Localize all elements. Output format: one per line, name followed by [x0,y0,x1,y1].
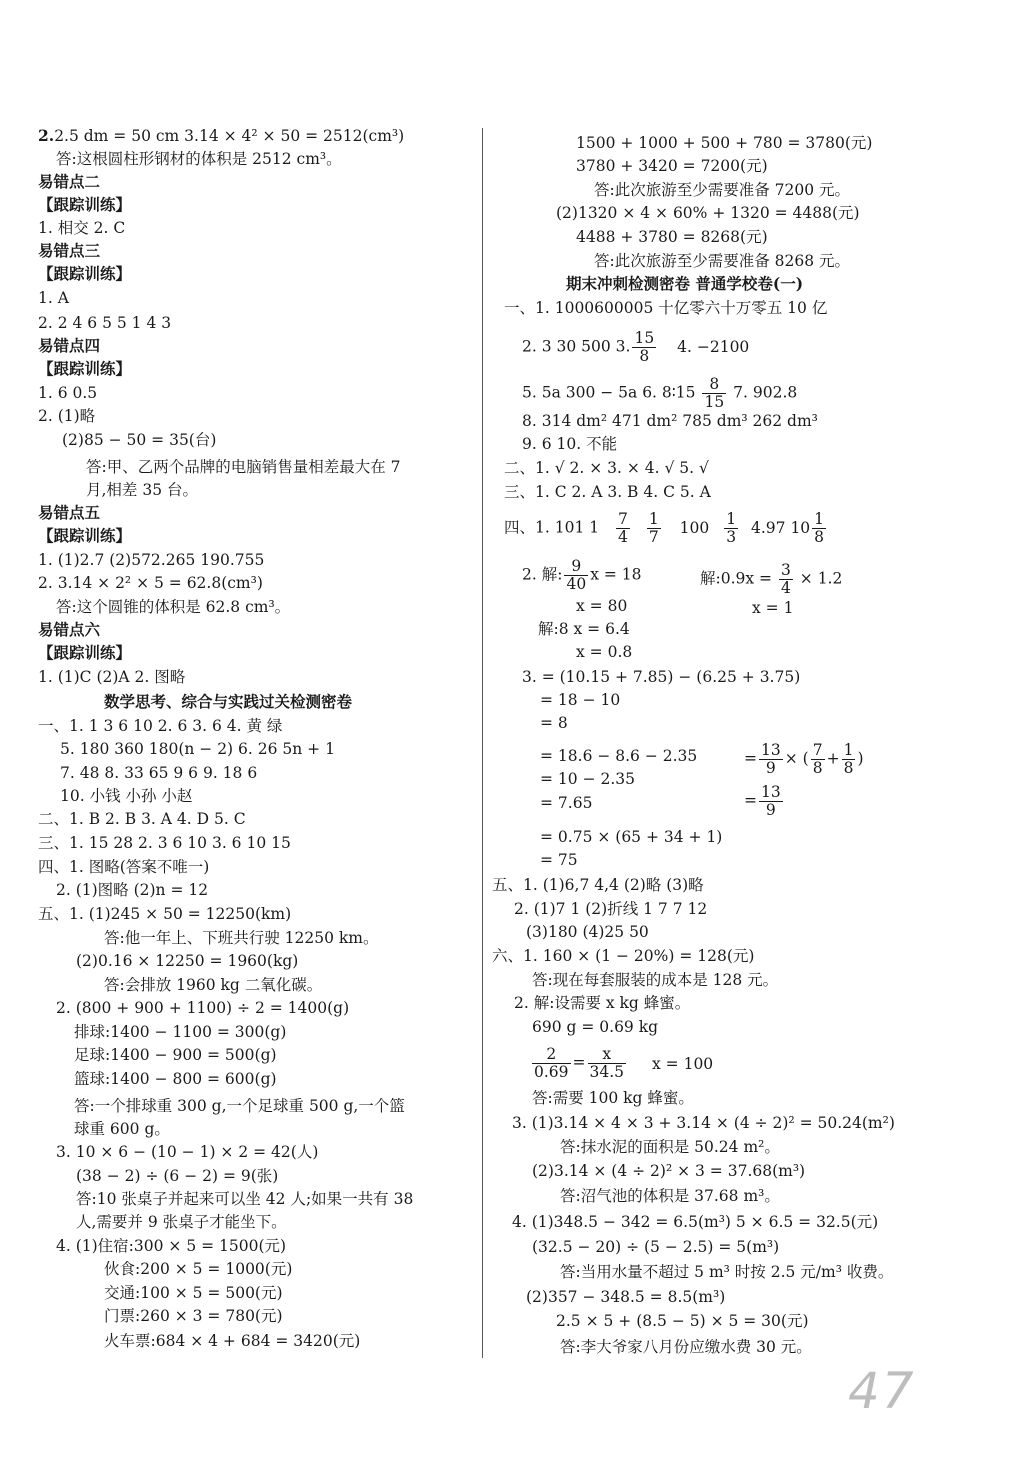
answer-line: 答:需要 100 kg 蜂蜜。 [532,1089,694,1107]
section-subheading: 【跟踪训练】 [38,643,132,662]
answer-line: 5. 180 360 180(n − 2) 6. 26 5n + 1 [60,740,335,758]
answer-line: 9. 6 10. 不能 [522,435,618,453]
section-heading: 易错点六 [38,620,101,639]
denominator: 0.69 [534,1063,569,1081]
text: x = 18 [590,565,642,584]
answer-line: 四、1. 图略(答案不唯一) [38,858,210,876]
answer-line: 一、1. 1 3 6 10 2. 6 3. 6 4. 黄 绿 [38,717,283,735]
denominator: 4 [780,579,791,597]
text: 100 [679,518,710,537]
text: ) [857,749,864,768]
fraction [812,511,826,546]
answer-line: 六、1. 160 × (1 − 20%) = 128(元) [492,947,755,965]
section-subheading: 【跟踪训练】 [38,526,132,545]
denominator: 40 [566,575,587,593]
fraction [616,511,630,546]
text: × 1.2 [799,569,843,588]
text: = [744,749,757,768]
answer-line: 答:李大爷家八月份应缴水费 30 元。 [560,1338,812,1356]
answer-line: 排球:1400 − 1100 = 300(g) [74,1023,287,1041]
section-subheading: 【跟踪训练】 [38,359,132,378]
answer-line: 答:10 张桌子并起来可以坐 42 人;如果一共有 38 [76,1190,414,1208]
numerator: 8 [702,376,726,394]
answer-line: 足球:1400 − 900 = 500(g) [74,1046,277,1064]
numerator: 2 [532,1046,571,1064]
text: 2. 3 30 500 3. [522,337,631,356]
text: = [744,791,757,810]
answer-line: 8. 314 dm² 471 dm² 785 dm³ 262 dm³ [522,412,818,430]
answer-line [522,376,797,411]
numerator: 1 [814,510,825,528]
answer-line [700,562,842,597]
answer-line: = 0.75 × (65 + 34 + 1) [540,828,723,846]
denominator: 34.5 [589,1063,625,1081]
answer-line: 2.5 × 5 + (8.5 − 5) × 5 = 30(元) [556,1312,809,1330]
answer-line [744,742,864,777]
answer-line [504,511,828,546]
answer-line: 五、1. (1)245 × 50 = 12250(km) [38,905,292,923]
answer-line: x = 80 [576,597,628,615]
denominator: 9 [765,801,776,819]
answer-line: 月,相差 35 台。 [86,481,199,499]
answer-line: (2)0.16 × 12250 = 1960(kg) [76,952,299,970]
answer-line: 10. 小钱 小孙 小赵 [60,787,193,805]
answer-line [522,330,749,365]
text: 4. −2100 [677,337,750,356]
answer-line [744,784,785,819]
answer-line: 3. = (10.15 + 7.85) − (6.25 + 3.75) [522,668,801,686]
fraction [842,742,856,777]
answer-line: 火车票:684 × 4 + 684 = 3420(元) [104,1332,361,1350]
numerator: 15 [634,329,655,347]
answer-line: (3)180 (4)25 50 [526,923,649,941]
answer-line: 答:当用水量不超过 5 m³ 时按 2.5 元/m³ 收费。 [560,1263,894,1281]
text: + [826,749,840,768]
answer-line: 1. (1)2.7 (2)572.265 190.755 [38,551,265,569]
text: 4.97 10 [751,518,811,537]
denominator: 8 [814,528,825,546]
answer-line: x = 100 [652,1055,714,1073]
denominator: 15 [704,393,725,411]
fraction [702,376,726,411]
section-heading: 易错点三 [38,241,101,260]
answer-line: 三、1. 15 28 2. 3 6 10 3. 6 10 15 [38,834,291,852]
answer-line: 答:沼气池的体积是 37.68 m³。 [560,1187,780,1205]
denominator: 9 [765,759,776,777]
answer-line: 伙食:200 × 5 = 1000(元) [104,1260,293,1278]
answer-line: 答:一个排球重 300 g,一个足球重 500 g,一个篮 [74,1097,405,1115]
answer-line: 3780 + 3420 = 7200(元) [576,157,768,175]
answer-line: x = 0.8 [576,643,633,661]
numerator: 13 [761,783,781,801]
answer-line: 一、1. 1000600005 十亿零六十万零五 10 亿 [504,299,828,317]
answer-line: 二、1. B 2. B 3. A 4. D 5. C [38,810,246,828]
answer-line: = 75 [540,851,578,869]
answer-line: 答:他一年上、下班共行驶 12250 km。 [104,929,379,947]
answer-line: 2. 2 4 6 5 5 1 4 3 [38,314,172,332]
text: 2.5 dm = 50 cm 3.14 × 4² × 50 = 2512(cm³) [54,127,405,145]
denominator: 8 [639,347,650,365]
answer-line: 7. 48 8. 33 65 9 6 9. 18 6 [60,764,258,782]
answer-line: 1. 6 0.5 [38,384,98,402]
answer-line [522,558,642,593]
numerator: 1 [648,510,659,528]
numerator: x [588,1046,627,1064]
answer-line: = 18.6 − 8.6 − 2.35 [540,747,698,765]
numerator: 3 [780,561,791,579]
numerator: 9 [564,558,588,576]
answer-line: 答:此次旅游至少需要准备 7200 元。 [594,181,851,199]
answer-line: 答:此次旅游至少需要准备 8268 元。 [594,252,851,270]
text: 解:0.9x = [700,569,773,588]
denominator: 4 [618,528,628,546]
numerator: 1 [843,741,854,759]
answer-line: (38 − 2) ÷ (6 − 2) = 9(张) [76,1167,279,1185]
answer-line: 答:会排放 1960 kg 二氧化碳。 [104,976,323,994]
answer-line: 2. 解:设需要 x kg 蜂蜜。 [514,994,691,1012]
numerator: 13 [761,741,781,759]
answer-line: (2)3.14 × (4 ÷ 2)² × 3 = 37.68(m³) [532,1162,806,1180]
answer-line: x = 1 [752,599,794,617]
section-heading: 易错点五 [38,503,101,522]
answer-line: 1. (1)C (2)A 2. 图略 [38,668,186,686]
denominator: 8 [812,759,823,777]
text: 7. 902.8 [733,383,798,402]
fraction [564,558,588,593]
answer-line: 门票:260 × 3 = 780(元) [104,1307,283,1325]
answer-line: 2.2.5 dm = 50 cm 3.14 × 4² × 50 = 2512(cm³) [38,126,405,145]
fraction [759,742,783,777]
answer-line: 五、1. (1)6,7 4,4 (2)略 (3)略 [492,876,704,894]
fraction [532,1046,571,1081]
text: 四、1. 101 1 [504,518,600,537]
fraction [632,330,656,365]
answer-line: 解:8 x = 6.4 [538,620,630,638]
answer-line: = 7.65 [540,794,593,812]
page-number: 47 [848,1362,916,1420]
text: × ( [784,749,809,768]
answer-line: 3. 10 × 6 − (10 − 1) × 2 = 42(人) [56,1143,319,1161]
answer-line: 3. (1)3.14 × 4 × 3 + 3.14 × (4 ÷ 2)² = 50.24(m²) [512,1114,895,1132]
fraction [779,562,793,597]
answer-line: = 18 − 10 [540,691,621,709]
answer-line: 2. (800 + 900 + 1100) ÷ 2 = 1400(g) [56,999,350,1017]
answer-line: 交通:100 × 5 = 500(元) [104,1284,283,1302]
denominator: 3 [726,528,737,546]
fraction [647,511,661,546]
text: 2. 解: [522,565,563,584]
answer-line: 4488 + 3780 = 8268(元) [576,228,768,246]
section-heading: 易错点四 [38,336,101,355]
answer-line: 1. 相交 2. C [38,219,126,237]
numerator: 7 [812,741,823,759]
denominator: 7 [648,528,659,546]
answer-line [530,1046,628,1081]
fraction [811,742,825,777]
exam-title: 期末冲刺检测密卷 普通学校卷(一) [566,274,804,293]
column-divider [482,128,483,1358]
answer-line: 答:现在每套服装的成本是 128 元。 [532,971,779,989]
answer-line: 2. (1)图略 (2)n = 12 [56,881,209,899]
answer-line: 答:抹水泥的面积是 50.24 m²。 [560,1138,780,1156]
numerator: 7 [618,510,628,528]
numerator: 1 [726,510,737,528]
answer-line: 答:甲、乙两个品牌的电脑销售量相差最大在 7 [86,458,401,476]
answer-line: 690 g = 0.69 kg [532,1018,659,1036]
answer-line: 4. (1)348.5 − 342 = 6.5(m³) 5 × 6.5 = 32.5(元) [512,1213,879,1231]
answer-line: 1500 + 1000 + 500 + 780 = 3780(元) [576,134,873,152]
answer-line: 答:这根圆柱形钢材的体积是 2512 cm³。 [56,150,342,168]
answer-line: (2)85 − 50 = 35(台) [62,431,217,449]
exam-title: 数学思考、综合与实践过关检测密卷 [104,692,353,711]
fraction [588,1046,627,1081]
answer-line: 篮球:1400 − 800 = 600(g) [74,1070,277,1088]
fraction [724,511,738,546]
section-subheading: 【跟踪训练】 [38,264,132,283]
answer-line: = 10 − 2.35 [540,770,635,788]
text: 5. 5a 300 − 5a 6. 8∶15 [522,383,696,402]
answer-line: 2. (1)略 [38,407,96,425]
denominator: 8 [843,759,854,777]
answer-line: (2)1320 × 4 × 60% + 1320 = 4488(元) [556,204,860,222]
section-heading: 易错点二 [38,172,101,191]
answer-line: 2. (1)7 1 (2)折线 1 7 7 12 [514,900,708,918]
answer-line: (32.5 − 20) ÷ (5 − 2.5) = 5(m³) [532,1238,780,1256]
answer-line: 二、1. √ 2. × 3. × 4. √ 5. √ [504,459,709,477]
section-subheading: 【跟踪训练】 [38,195,132,214]
answer-line: = 8 [540,714,568,732]
answer-line: 答:这个圆锥的体积是 62.8 cm³。 [56,598,291,616]
answer-line: 1. A [38,289,69,307]
answer-line: 人,需要并 9 张桌子才能坐下。 [76,1213,287,1231]
answer-line: 4. (1)住宿:300 × 5 = 1500(元) [56,1237,287,1255]
answer-line: 三、1. C 2. A 3. B 4. C 5. A [504,483,711,501]
answer-line: (2)357 − 348.5 = 8.5(m³) [526,1288,726,1306]
text: = [572,1053,586,1072]
answer-line: 球重 600 g。 [74,1120,170,1138]
answer-line: 2. 3.14 × 2² × 5 = 62.8(cm³) [38,574,263,592]
fraction [759,784,783,819]
